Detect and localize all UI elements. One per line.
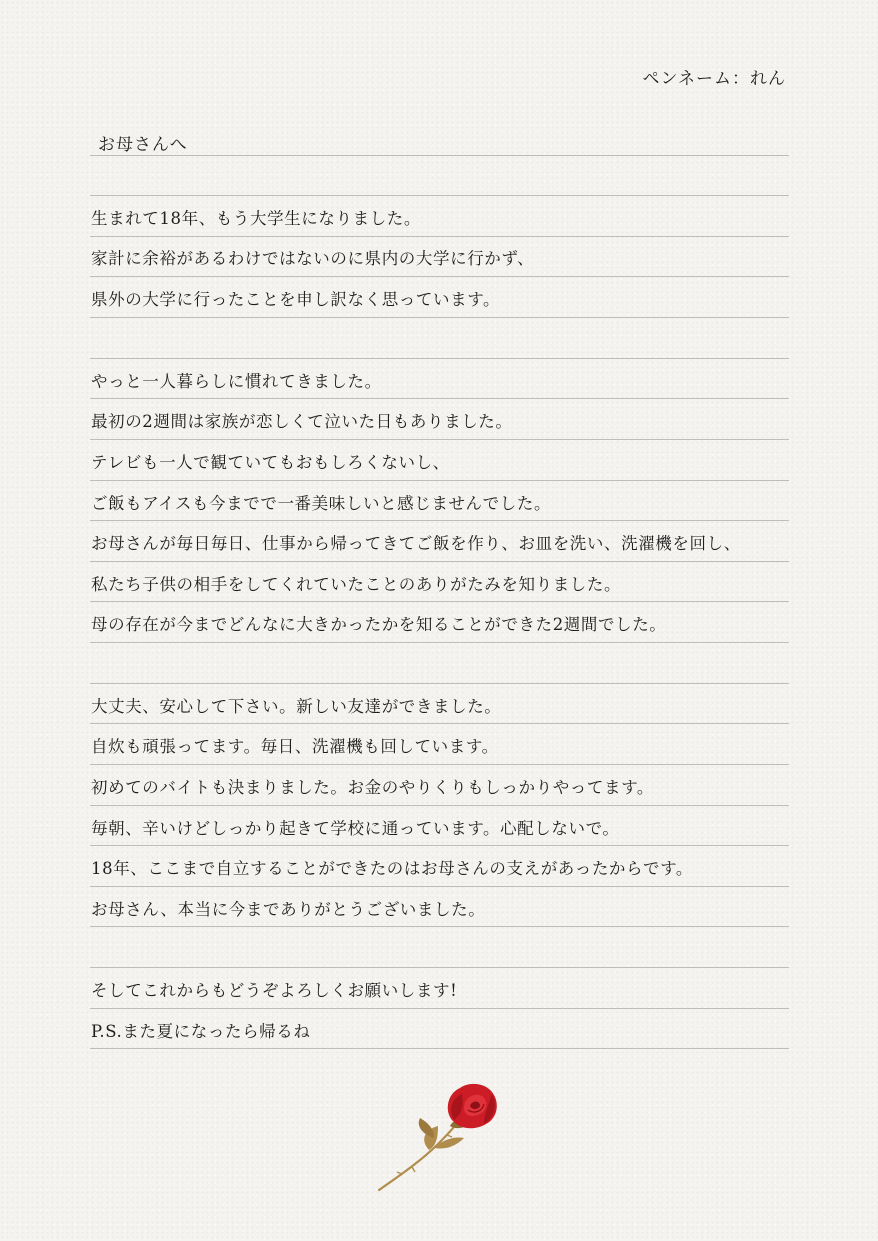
ruled-line — [90, 601, 789, 602]
ruled-line — [90, 805, 789, 806]
letter-line: そしてこれからもどうぞよろしくお願いします! — [91, 981, 458, 1000]
pen-name: ペンネーム：れん — [642, 69, 786, 89]
ruled-line — [90, 642, 789, 643]
ruled-line — [90, 195, 789, 196]
salutation: お母さんへ — [98, 135, 188, 155]
letter-line: お母さん、本当に今までありがとうございました。 — [91, 900, 486, 919]
ruled-line — [90, 926, 789, 927]
letter-line: お母さんが毎日毎日、仕事から帰ってきてご飯を作り、お皿を洗い、洗濯機を回し、 — [91, 534, 741, 553]
ruled-line — [90, 764, 789, 765]
ruled-line — [90, 398, 789, 399]
ruled-line — [90, 845, 789, 846]
letter-line: P.S.また夏になったら帰るね — [91, 1022, 311, 1041]
letter-line: 大丈夫、安心して下さい。新しい友達ができました。 — [91, 697, 502, 716]
letter-line: 自炊も頑張ってます。毎日、洗濯機も回しています。 — [91, 737, 499, 756]
letter-line: 県外の大学に行ったことを申し訳なく思っています。 — [91, 290, 501, 309]
rose-icon — [372, 1078, 506, 1196]
ruled-line — [90, 155, 789, 156]
ruled-line — [90, 520, 789, 521]
ruled-line — [90, 967, 789, 968]
ruled-line — [90, 439, 789, 440]
ruled-line — [90, 886, 789, 887]
ruled-line — [90, 480, 789, 481]
ruled-line — [90, 723, 789, 724]
rose-stem — [379, 1118, 464, 1190]
letter-line: 毎朝、辛いけどしっかり起きて学校に通っています。心配しないで。 — [91, 819, 620, 838]
ruled-line — [90, 358, 789, 359]
letter-line: 18年、ここまで自立することができたのはお母さんの支えがあったからです。 — [91, 859, 693, 878]
letter-line: ご飯もアイスも今までで一番美味しいと感じませんでした。 — [91, 494, 552, 513]
ruled-line — [90, 1048, 789, 1049]
letter-line: 私たち子供の相手をしてくれていたことのありがたみを知りました。 — [91, 575, 622, 594]
ruled-line — [90, 561, 789, 562]
rose-bloom — [448, 1084, 497, 1128]
letter-line: 母の存在が今までどんなに大きかったかを知ることができた2週間でした。 — [91, 615, 667, 634]
ruled-line — [90, 1008, 789, 1009]
letter-line: 最初の2週間は家族が恋しくて泣いた日もありました。 — [91, 412, 513, 431]
ruled-line — [90, 236, 789, 237]
ruled-line — [90, 683, 789, 684]
ruled-line — [90, 276, 789, 277]
letter-line: 家計に余裕があるわけではないのに県内の大学に行かず、 — [91, 249, 535, 268]
letter-line: 初めてのバイトも決まりました。お金のやりくりもしっかりやってます。 — [91, 778, 654, 797]
ruled-line — [90, 317, 789, 318]
letter-line: やっと一人暮らしに慣れてきました。 — [91, 372, 382, 391]
letter-line: 生まれて18年、もう大学生になりました。 — [91, 209, 421, 228]
letter-line: テレビも一人で観ていてもおもしろくないし、 — [91, 453, 450, 472]
